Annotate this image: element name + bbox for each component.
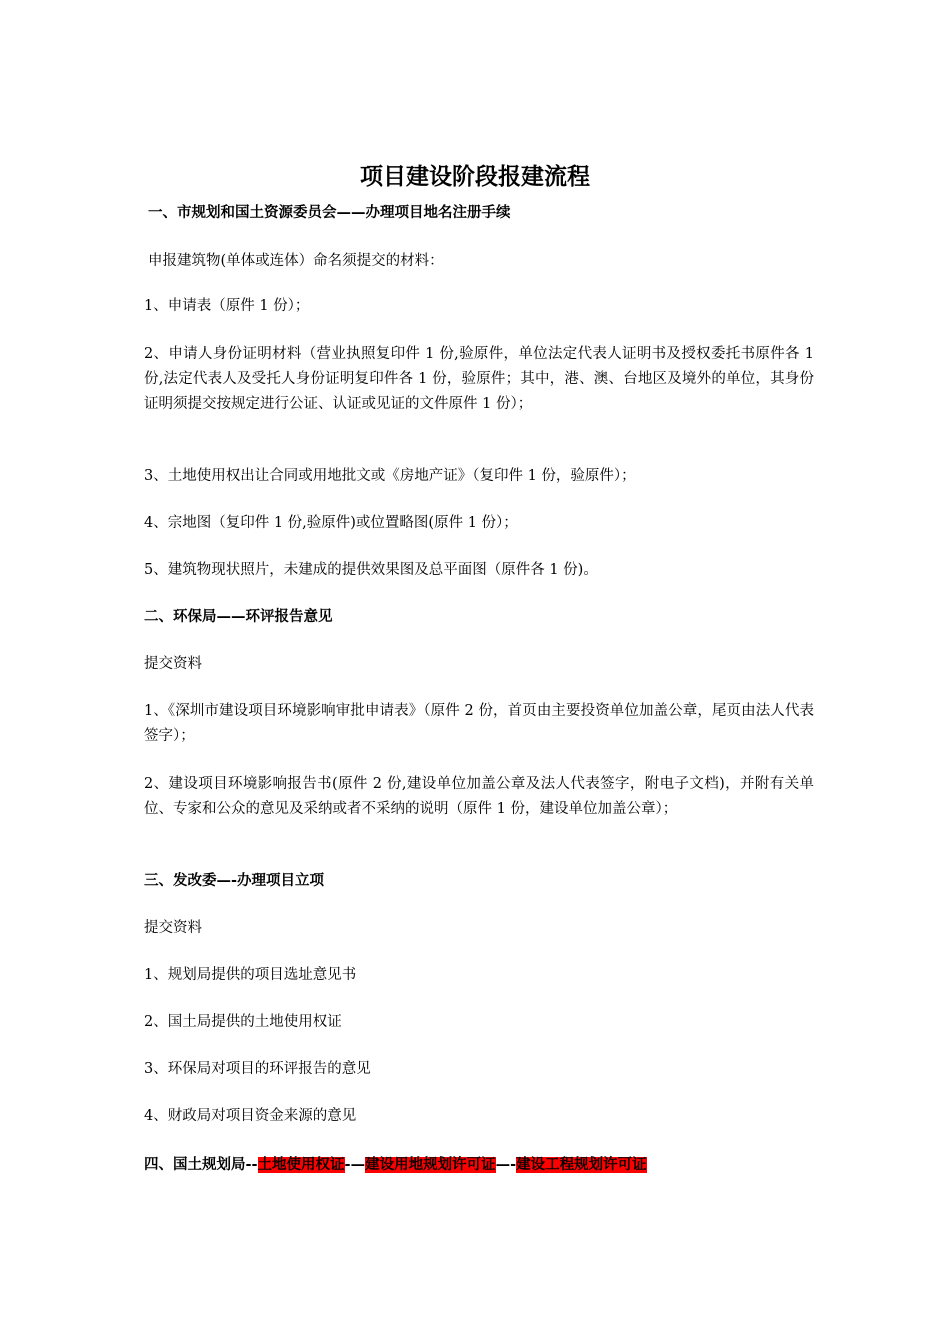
- section4-heading: [144, 1155, 647, 1175]
- section1-intro: 申报建筑物(单体或连体）命名须提交的材料：: [148, 253, 444, 269]
- section4-separator-1: -—: [344, 1157, 366, 1173]
- section2-item-2: 2、建设项目环境影响报告书(原件 2 份,建设单位加盖公章及法人代表签字，附电子文档)，并附有关单位、专家和公众的意见及采纳或者不采纳的说明（原件 1 份，建设单位加盖公章）；: [144, 776, 814, 817]
- section3-item-3: 3、环保局对项目的环评报告的意见: [144, 1061, 371, 1077]
- section3-item-4: 4、财政局对项目资金来源的意见: [144, 1108, 357, 1124]
- section3-heading: 三、发改委—-办理项目立项: [144, 873, 325, 889]
- section1-item-4: 4、宗地图（复印件 1 份,验原件)或位置略图(原件 1 份）；: [144, 515, 518, 531]
- section1-item-2: 2、申请人身份证明材料（营业执照复印件 1 份,验原件，单位法定代表人证明书及授权委托书原件各 1 份,法定代表人及受托人身份证明复印件各 1 份，验原件；其中，港、澳、台地区及境外的单位，其身份证明须提交按规定进行公证、认证或见证的文件原件 1 份）；: [144, 346, 814, 412]
- page-title: 项目建设阶段报建流程: [360, 164, 590, 190]
- land-planning-permit-highlight: 建设用地规划许可证: [365, 1157, 496, 1173]
- section1-item-5: 5、建筑物现状照片，未建成的提供效果图及总平面图（原件各 1 份)。: [144, 562, 598, 578]
- section3-item-1: 1、规划局提供的项目选址意见书: [144, 967, 357, 983]
- section3-intro: 提交资料: [144, 920, 202, 936]
- land-use-right-certificate-highlight: 土地使用权证: [257, 1157, 345, 1173]
- section1-item-3: 3、土地使用权出让合同或用地批文或《房地产证》（复印件 1 份，验原件）；: [144, 468, 636, 484]
- section2-heading: 二、环保局——环评报告意见: [144, 609, 333, 625]
- section3-item-2: 2、国土局提供的土地使用权证: [144, 1014, 342, 1030]
- section2-item-1: 1、《深圳市建设项目环境影响审批申请表》（原件 2 份，首页由主要投资单位加盖公章，尾页由法人代表签字）；: [144, 703, 814, 744]
- section1-heading: 一、市规划和国土资源委员会——办理项目地名注册手续: [148, 205, 511, 221]
- construction-planning-permit-highlight: 建设工程规划许可证: [516, 1157, 647, 1173]
- section4-prefix: 四、国土规划局--: [144, 1157, 258, 1173]
- section4-separator-2: —-: [495, 1157, 517, 1173]
- section2-intro: 提交资料: [144, 656, 202, 672]
- section1-item-1: 1、申请表（原件 1 份）；: [144, 298, 310, 314]
